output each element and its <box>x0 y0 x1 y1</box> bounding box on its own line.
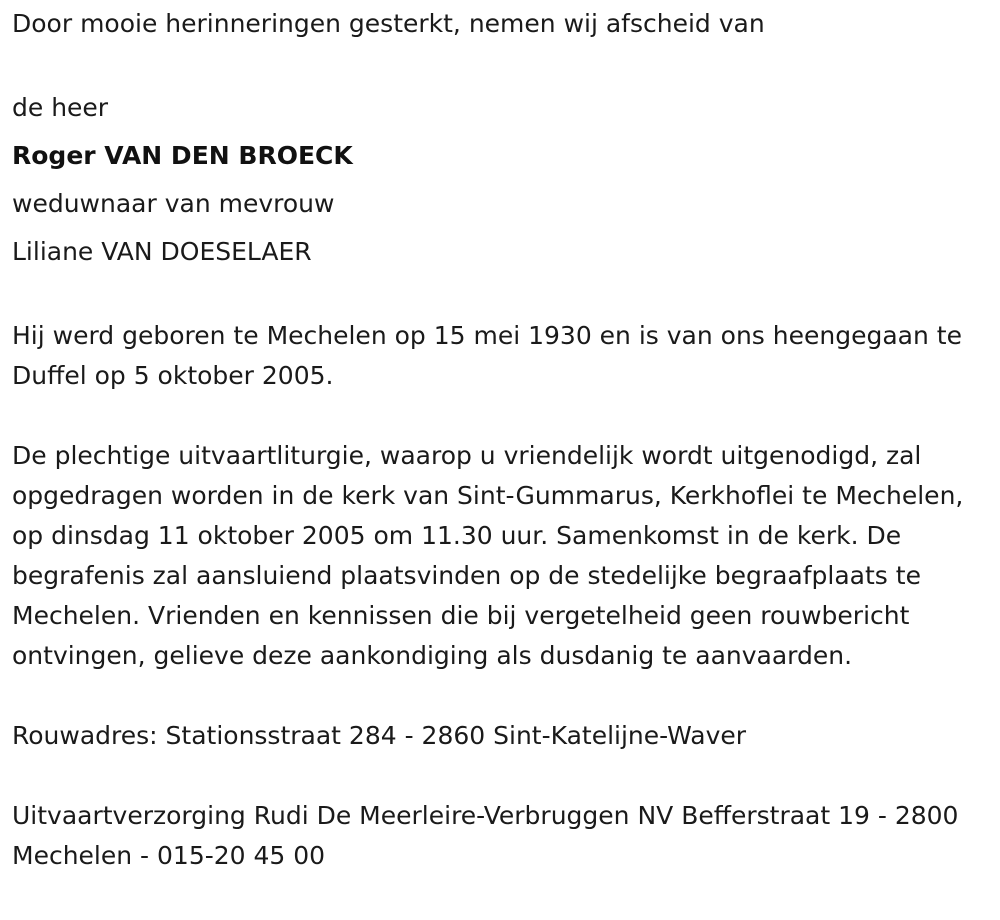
undertaker-info: Uitvaartverzorging Rudi De Meerleire-Verbruggen NV Befferstraat 19 - 2800 Mechelen - 015-20 45 00 <box>12 801 959 870</box>
spouse-name: Liliane VAN DOESELAER <box>12 237 312 266</box>
obituary-notice <box>12 4 988 876</box>
spacer <box>12 396 988 436</box>
relation-line: weduwnaar van mevrouw <box>12 189 335 218</box>
spacer <box>12 276 988 316</box>
funeral-paragraph: De plechtige uitvaartliturgie, waarop u vriendelijk wordt uitgenodigd, zal opgedragen worden in de kerk van Sint-Gummarus, Kerkhoflei te Mechelen, op dinsdag 11 oktober 2005 om 11.30 uur. Samenkomst in de kerk. De begrafenis zal aansluiend plaatsvinden op de stedelijke begraafplaats te Mechelen. Vrienden en kennissen die bij vergetelheid geen rouwbericht ontvingen, gelieve deze aankondiging als dusdanig te aanvaarden. <box>12 441 964 670</box>
spacer <box>12 44 988 84</box>
opening-line: Door mooie herinneringen gesterkt, nemen wij afscheid van <box>12 9 765 38</box>
title-line: de heer <box>12 93 109 122</box>
deceased-name: Roger VAN DEN BROECK <box>12 141 353 170</box>
birth-death-paragraph: Hij werd geboren te Mechelen op 15 mei 1930 en is van ons heengegaan te Duffel op 5 oktober 2005. <box>12 321 962 390</box>
mourning-address: Rouwadres: Stationsstraat 284 - 2860 Sint-Katelijne-Waver <box>12 721 747 750</box>
spacer <box>12 676 988 716</box>
deceased-block <box>12 84 988 276</box>
spacer <box>12 756 988 796</box>
